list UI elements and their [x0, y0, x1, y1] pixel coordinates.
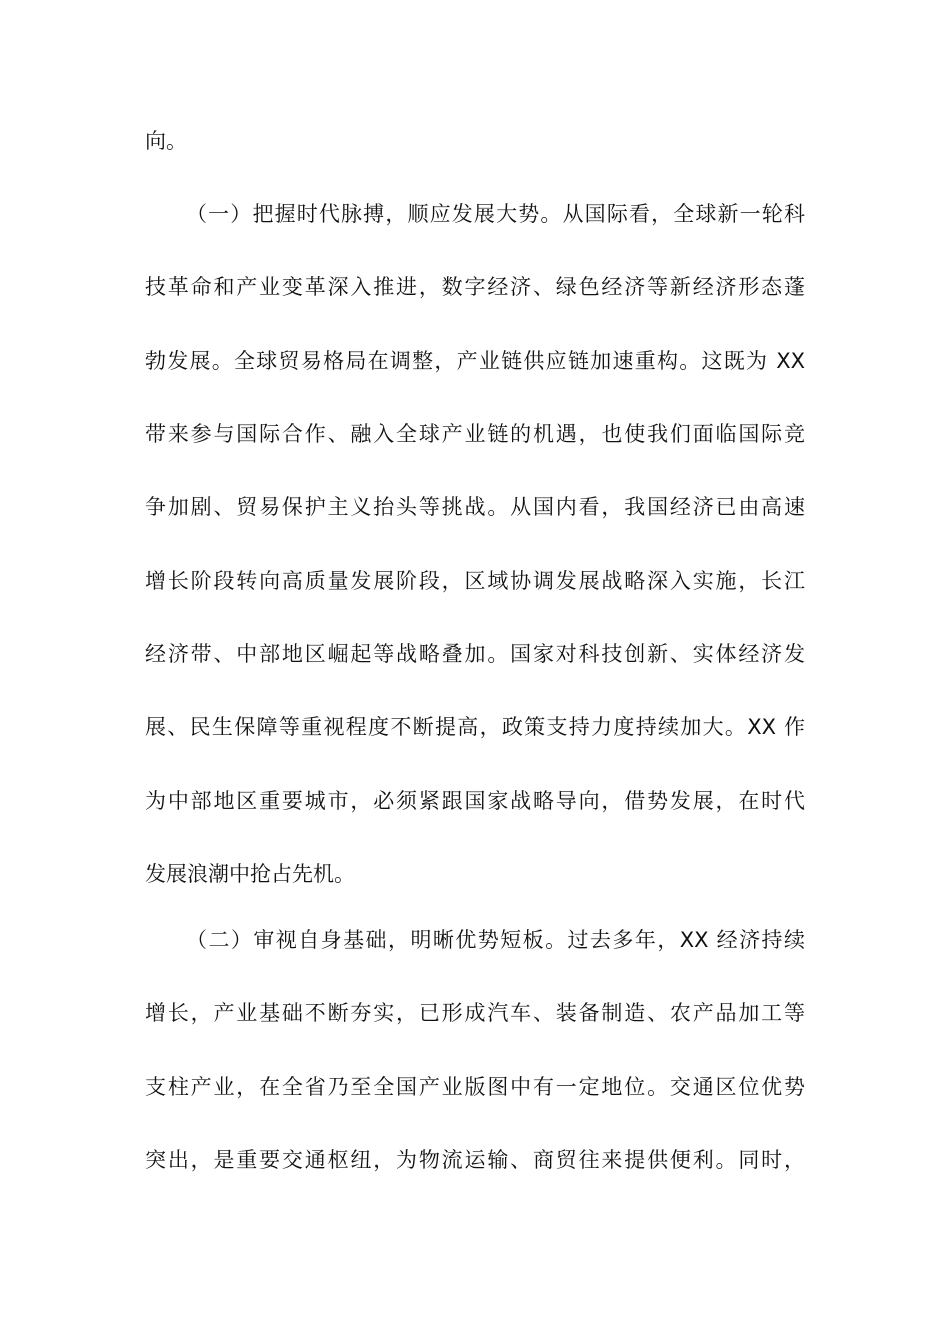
paragraph-line: 展、民生保障等重视程度不断提高，政策支持力度持续加大。XX 作	[145, 715, 805, 739]
paragraph-line: 为中部地区重要城市，必须紧跟国家战略导向，借势发展，在时代	[145, 789, 805, 813]
paragraph-line: 向。	[145, 129, 187, 153]
paragraph-line: 争加剧、贸易保护主义抬头等挑战。从国内看，我国经济已由高速	[145, 495, 805, 519]
paragraph-line: 突出，是重要交通枢纽，为物流运输、商贸往来提供便利。同时，	[145, 1148, 805, 1172]
paragraph-line: 勃发展。全球贸易格局在调整，产业链供应链加速重构。这既为 XX	[145, 349, 805, 373]
paragraph-line: 经济带、中部地区崛起等战略叠加。国家对科技创新、实体经济发	[145, 642, 805, 666]
paragraph-line: 增长阶段转向高质量发展阶段，区域协调发展战略深入实施，长江	[145, 569, 805, 593]
paragraph-line: （一）把握时代脉搏，顺应发展大势。从国际看，全球新一轮科	[186, 202, 805, 226]
paragraph-line: （二）审视自身基础，明晰优势短板。过去多年，XX 经济持续	[186, 928, 805, 952]
paragraph-line: 带来参与国际合作、融入全球产业链的机遇，也使我们面临国际竞	[145, 422, 805, 446]
paragraph-line: 发展浪潮中抢占先机。	[145, 862, 355, 886]
paragraph-line: 支柱产业，在全省乃至全国产业版图中有一定地位。交通区位优势	[145, 1075, 805, 1099]
paragraph-line: 增长，产业基础不断夯实，已形成汽车、装备制造、农产品加工等	[145, 1001, 805, 1025]
paragraph-line: 技革命和产业变革深入推进，数字经济、绿色经济等新经济形态蓬	[145, 275, 805, 299]
